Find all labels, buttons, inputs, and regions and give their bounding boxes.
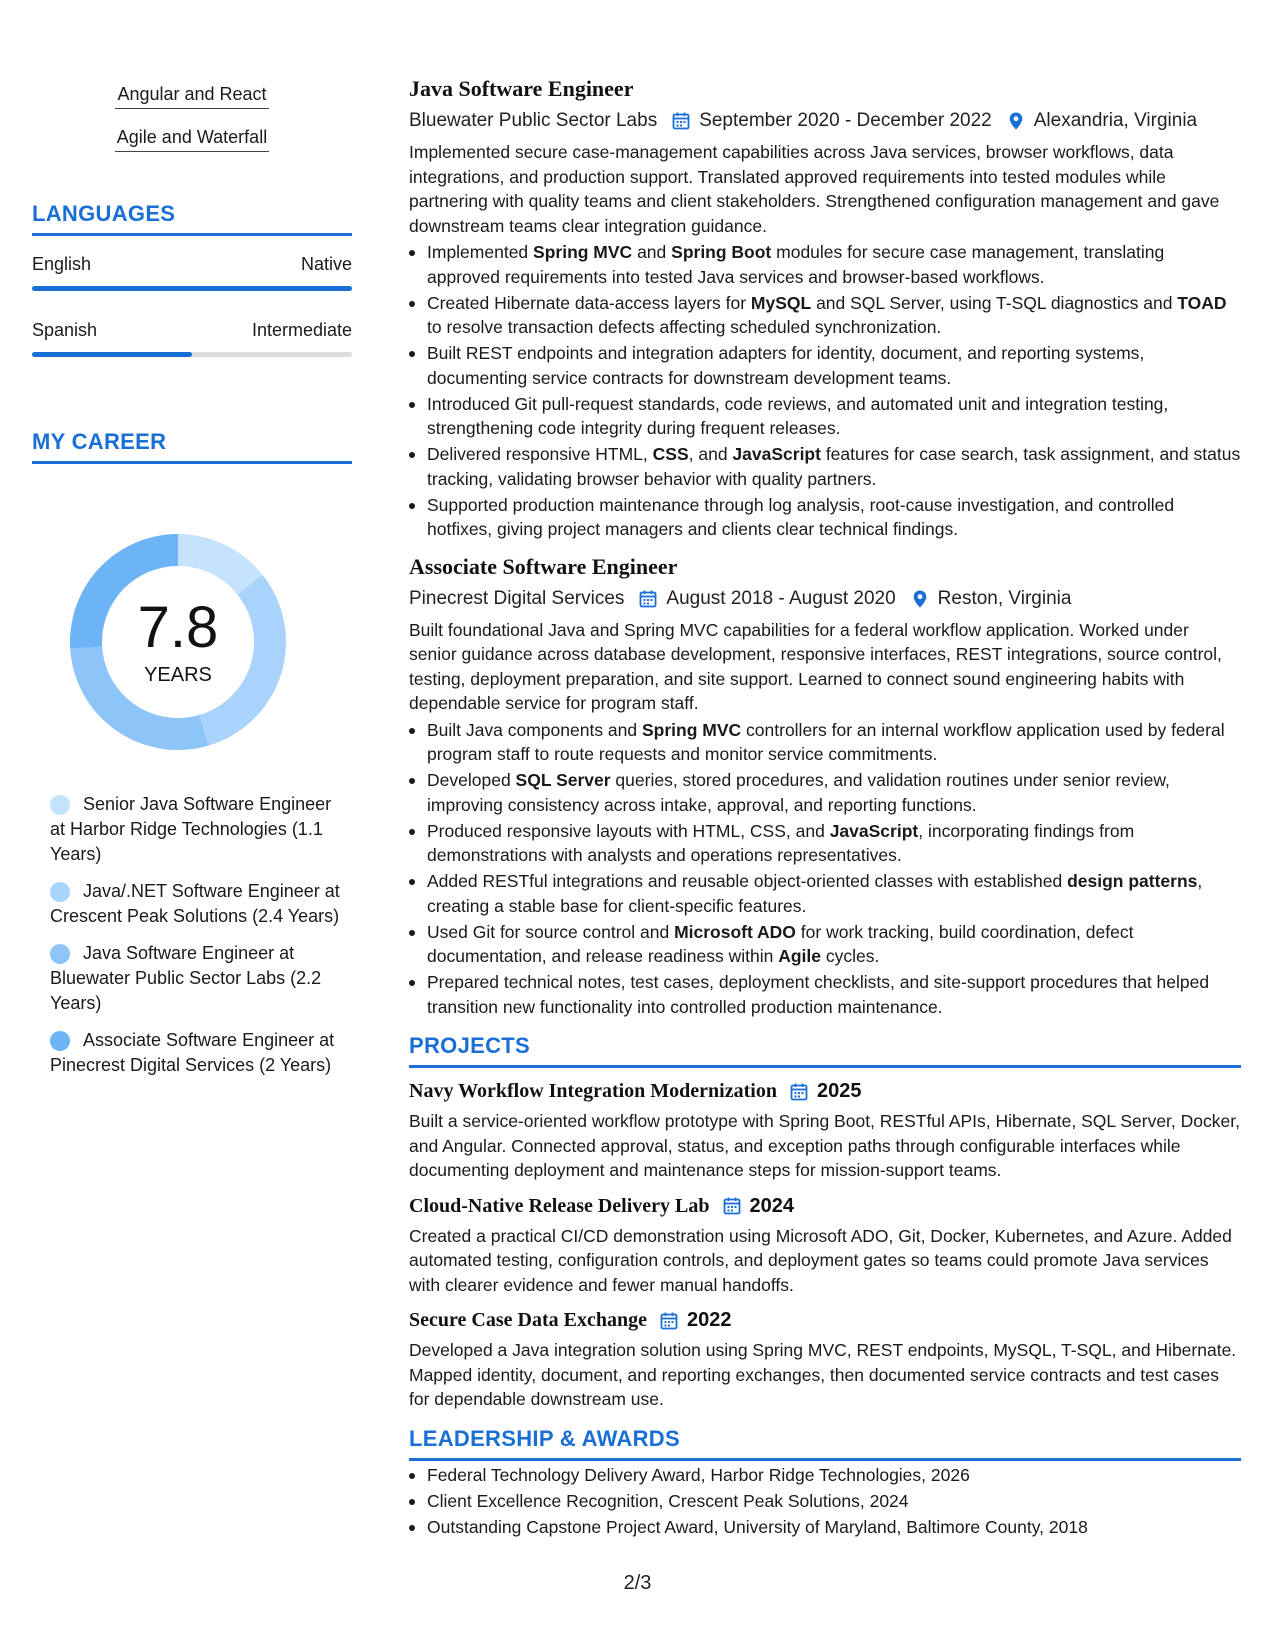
main-content xyxy=(409,76,1241,1541)
award-item: Client Excellence Recognition, Crescent Peak Solutions, 2024 xyxy=(409,1489,1241,1514)
job-summary: Implemented secure case-management capabilities across Java services, browser workflows, data integrations, and production support. Translated approved requirements into tested modules while partnering with quality teams and client stakeholders. Strengthened configuration management and gave downstream teams clear integration guidance. xyxy=(409,142,1220,236)
project-entry xyxy=(409,1309,1241,1412)
job-bullet: Supported production maintenance through log analysis, root-cause investigation, and controlled hotfixes, giving project managers and clients clear technical findings. xyxy=(409,493,1241,542)
skill-tag-label: Agile and Waterfall xyxy=(115,127,269,152)
project-description: Created a practical CI/CD demonstration using Microsoft ADO, Git, Docker, Kubernetes, and Azure. Added automated testing, configuration controls, and deployment gates so teams could promote Java services with clearer evidence and fewer manual handoffs. xyxy=(409,1225,1232,1295)
award-item: Federal Technology Delivery Award, Harbor Ridge Technologies, 2026 xyxy=(409,1463,1241,1488)
calendar-icon xyxy=(659,1311,679,1331)
map-pin-icon xyxy=(1006,111,1026,131)
job-entry xyxy=(409,554,1241,1020)
awards-list xyxy=(409,1463,1241,1540)
language-name: Spanish xyxy=(32,320,98,340)
skill-tag xyxy=(32,127,352,152)
legend-dot xyxy=(50,1031,70,1051)
job-bullet: Created Hibernate data-access layers for MySQL and SQL Server, using T-SQL diagnostics and TOAD to resolve transaction defects affecting scheduled synchronization. xyxy=(409,291,1241,340)
job-bullet: Added RESTful integrations and reusable object-oriented classes with established design patterns, creating a stable base for client-specific features. xyxy=(409,869,1241,918)
project-description: Built a service-oriented workflow prototype with Spring Boot, RESTful APIs, Hibernate, SQL Server, Docker, and Angular. Connected approval, status, and exception paths through configurable interfaces while documenting deployment and maintenance steps for mission-support teams. xyxy=(409,1111,1240,1180)
career-legend xyxy=(50,792,340,1090)
job-company: Bluewater Public Sector Labs xyxy=(409,110,658,131)
project-description: Developed a Java integration solution using Spring MVC, REST endpoints, MySQL, T-SQL, and Hibernate. Mapped identity, document, and reporting exchanges, then documented service contracts and test cases for dependable downstream use. xyxy=(409,1340,1237,1409)
project-entry xyxy=(409,1080,1241,1183)
job-bullet: Introduced Git pull-request standards, code reviews, and automated unit and integration testing, strengthening code integrity during frequent releases. xyxy=(409,392,1241,441)
job-dates: August 2018 - August 2020 xyxy=(666,587,896,609)
career-total-unit: YEARS xyxy=(144,664,212,686)
language-level: Native xyxy=(300,254,352,274)
job-title: Java Software Engineer xyxy=(409,76,634,101)
career-total-years: 7.8 xyxy=(137,595,219,660)
job-bullet: Delivered responsive HTML, CSS, and JavaScript features for case search, task assignment, and status tracking, validating browser behavior with quality partners. xyxy=(409,442,1241,491)
job-bullet: Used Git for source control and Microsoft ADO for work tracking, build coordination, defect documentation, and release readiness within Agile cycles. xyxy=(409,920,1241,969)
job-bullet: Built REST endpoints and integration adapters for identity, document, and reporting systems, documenting service contracts for downstream development teams. xyxy=(409,341,1241,390)
job-bullet: Produced responsive layouts with HTML, CSS, and JavaScript, incorporating findings from demonstrations with analysts and operations representatives. xyxy=(409,819,1241,868)
job-location: Reston, Virginia xyxy=(937,587,1072,609)
career-legend-item: Senior Java Software Engineer at Harbor Ridge Technologies (1.1 Years) xyxy=(50,794,332,864)
language-proficiency-bar xyxy=(32,352,352,357)
legend-dot xyxy=(50,795,70,815)
calendar-icon xyxy=(722,1196,742,1216)
job-summary: Built foundational Java and Spring MVC capabilities for a federal workflow application. Worked under senior guidance across database development, responsive interfaces, REST integrations, source control, testing, deployment preparation, and site support. Learned to connect sound engineering habits with dependable service for program staff. xyxy=(409,619,1222,713)
job-bullet: Implemented Spring MVC and Spring Boot modules for secure case management, translating approved requirements into tested Java services and browser-based workflows. xyxy=(409,240,1241,289)
awards-heading: LEADERSHIP & AWARDS xyxy=(409,1426,1241,1461)
project-title: Secure Case Data Exchange xyxy=(409,1309,647,1331)
project-year: 2022 xyxy=(686,1309,732,1331)
page-number: 2/3 xyxy=(623,1572,652,1594)
languages-heading: LANGUAGES xyxy=(32,201,352,236)
legend-dot xyxy=(50,944,70,964)
job-bullet: Prepared technical notes, test cases, deployment checklists, and site-support procedures that helped transition new functionality into controlled production maintenance. xyxy=(409,970,1241,1019)
job-entry xyxy=(409,76,1241,542)
job-dates: September 2020 - December 2022 xyxy=(699,110,992,131)
project-title: Navy Workflow Integration Modernization xyxy=(409,1080,777,1102)
career-legend-item: Associate Software Engineer at Pinecrest Digital Services (2 Years) xyxy=(50,1030,335,1075)
map-pin-icon xyxy=(910,589,930,609)
calendar-icon xyxy=(789,1082,809,1102)
career-legend-item: Java Software Engineer at Bluewater Public Sector Labs (2.2 Years) xyxy=(50,943,322,1013)
job-meta xyxy=(409,110,1241,132)
language-proficiency-bar xyxy=(32,286,352,291)
career-heading: MY CAREER xyxy=(32,429,352,464)
calendar-icon xyxy=(671,111,691,131)
job-bullets xyxy=(409,718,1241,1020)
job-location: Alexandria, Virginia xyxy=(1033,110,1198,131)
job-bullet: Built Java components and Spring MVC controllers for an internal workflow application used by federal program staff to route requests and monitor service commitments. xyxy=(409,718,1241,767)
project-year: 2024 xyxy=(749,1194,795,1217)
project-year: 2025 xyxy=(816,1080,862,1102)
career-donut-chart xyxy=(66,530,290,754)
job-title: Associate Software Engineer xyxy=(409,553,678,579)
job-meta xyxy=(409,588,1241,610)
job-bullet: Developed SQL Server queries, stored procedures, and validation routines under senior review, improving consistency across intake, approval, and reporting functions. xyxy=(409,768,1241,817)
legend-dot xyxy=(50,882,70,902)
language-name: English xyxy=(32,254,92,274)
skill-tag-label: Angular and React xyxy=(115,84,268,109)
project-title: Cloud-Native Release Delivery Lab xyxy=(409,1194,710,1217)
job-company: Pinecrest Digital Services xyxy=(409,587,625,609)
projects-heading: PROJECTS xyxy=(409,1033,1241,1068)
skill-tag xyxy=(32,84,352,109)
career-legend-item: Java/.NET Software Engineer at Crescent Peak Solutions (2.4 Years) xyxy=(50,881,340,926)
language-level: Intermediate xyxy=(251,320,352,340)
calendar-icon xyxy=(638,589,658,609)
job-bullets xyxy=(409,240,1241,542)
award-item: Outstanding Capstone Project Award, University of Maryland, Baltimore County, 2018 xyxy=(409,1515,1241,1540)
project-entry xyxy=(409,1195,1241,1298)
